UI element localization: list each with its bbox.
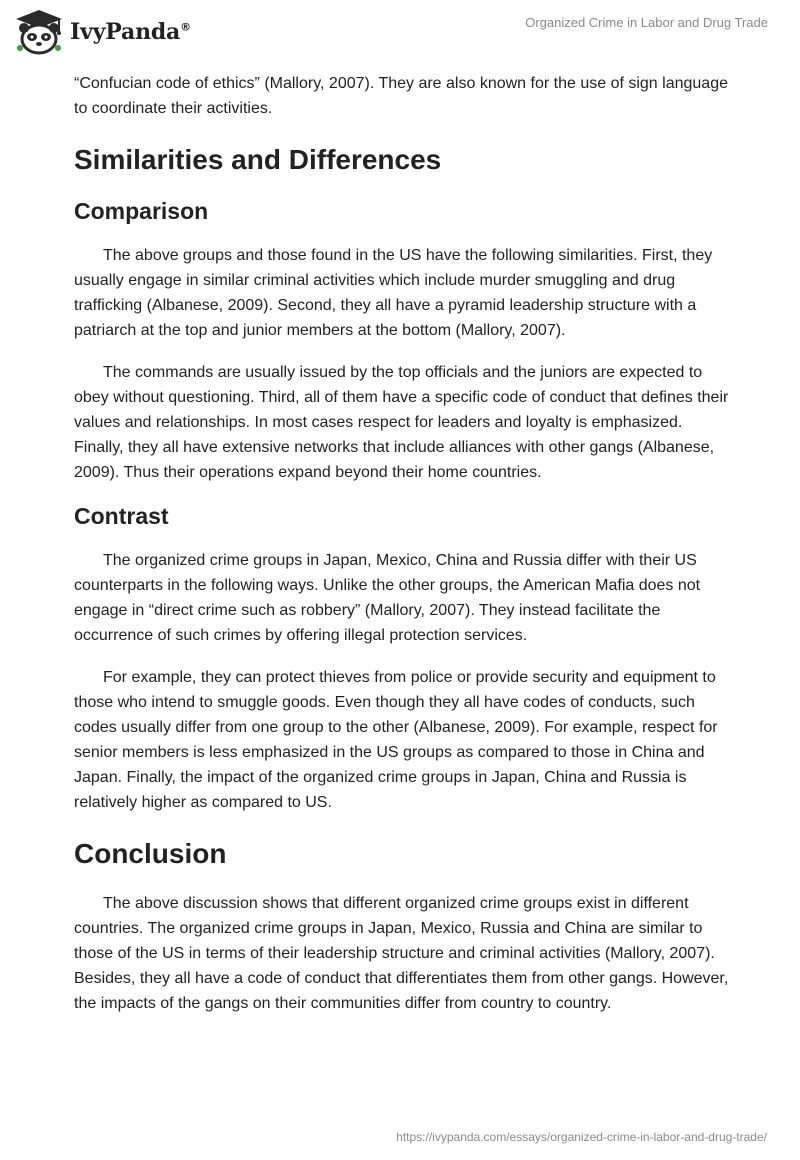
section-heading: Similarities and Differences	[74, 144, 442, 175]
essay-body	[74, 71, 734, 1033]
registered-mark: ®	[180, 20, 191, 34]
body-paragraph: The above groups and those found in the US have the following similarities. First, they usually engage in similar criminal activities which include murder smuggling and drug trafficking (Albanese, 2009). Second, they all have a pyramid leadership structure with a patriarch at the top and junior members at the bottom (Mallory, 2007).	[74, 247, 713, 339]
body-paragraph: The commands are usually issued by the top officials and the juniors are expected to obey without questioning. Third, all of them have a specific code of conduct that defines their values and relationships. In most cases respect for leaders and loyalty is emphasized. Finally, they all have extensive networks that include alliances with other gangs (Albanese, 2009). Thus their operations expand beyond their home countries.	[74, 364, 729, 481]
comparison-heading: Comparison	[74, 198, 209, 224]
conclusion-paragraph: The above discussion shows that different organized crime groups exist in different countries. The organized crime groups in Japan, Mexico, Russia and China are similar to those of the US in terms of their leadership structure and criminal activities (Mallory, 2007). Besides, they all have a code of conduct that differentiates them from other gangs. However, the impacts of the gangs on their communities differ from country to country.	[74, 895, 729, 1012]
brand-name: IvyPanda®	[70, 19, 191, 45]
body-paragraph: For example, they can protect thieves from police or provide security and equipment to those who intend to smuggle goods. Even though they all have codes of conducts, such codes usually differ from one group to the other (Albanese, 2009). For example, respect for senior members is less emphasized in the US groups as compared to those in China and Japan. Finally, the impact of the organized crime groups in Japan, China and Russia is relatively higher as compared to US.	[74, 669, 718, 811]
body-paragraph: The organized crime groups in Japan, Mexico, China and Russia differ with their US counterparts in the following ways. Unlike the other groups, the American Mafia does not engage in “direct crime such as robbery” (Mallory, 2007). They instead facilitate the occurrence of such crimes by offering illegal protection services.	[74, 552, 701, 644]
contrast-heading: Contrast	[74, 503, 169, 529]
source-url-link[interactable]: https://ivypanda.com/essays/organized-crime-in-labor-and-drug-trade/	[396, 1130, 767, 1144]
intro-paragraph: “Confucian code of ethics” (Mallory, 2007). They are also known for the use of sign language to coordinate their activities.	[74, 75, 728, 117]
conclusion-heading: Conclusion	[74, 838, 227, 869]
page-header	[0, 0, 800, 64]
brand-logo[interactable]	[14, 8, 191, 56]
panda-graduate-icon	[14, 8, 64, 56]
document-title: Organized Crime in Labor and Drug Trade	[525, 15, 768, 30]
